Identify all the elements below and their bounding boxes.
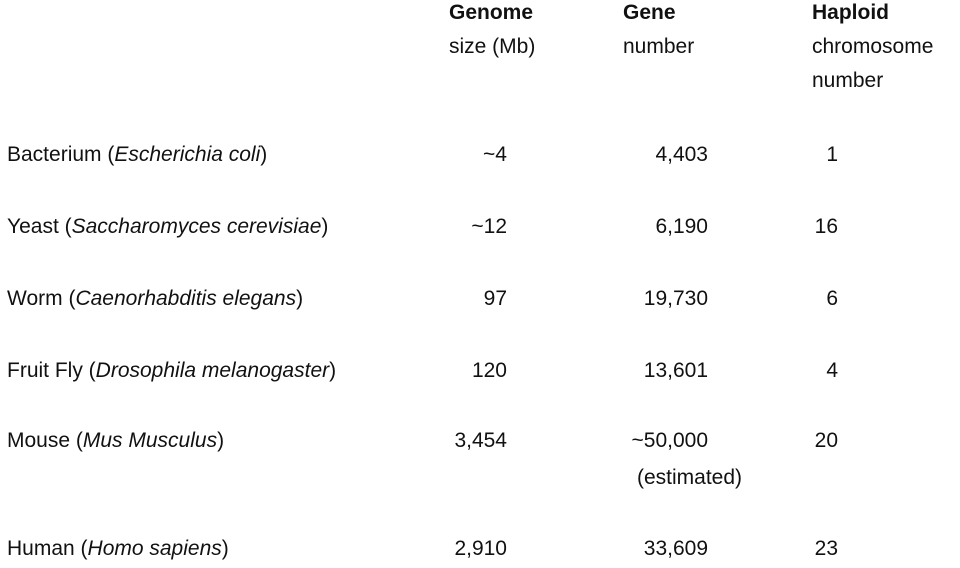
table-row <box>0 210 960 244</box>
organism-common: Mouse <box>7 429 71 452</box>
gene-number-cell: 13,601 <box>643 359 708 382</box>
gene-number-cell: 19,730 <box>643 287 708 310</box>
genome-size-cell: 97 <box>483 287 507 310</box>
header-haploid-line2: chromosome <box>812 35 934 58</box>
header-genome-size-line2: size (Mb) <box>449 35 536 58</box>
organism-common: Fruit Fly <box>7 359 83 382</box>
header-haploid-line3: number <box>812 69 884 92</box>
gene-number-cell: ~50,000 <box>631 429 708 452</box>
header-gene-number-line2: number <box>623 35 695 58</box>
genome-size-cell: ~4 <box>483 143 507 166</box>
organism-common: Human <box>7 537 75 560</box>
genome-size-cell: 3,454 <box>454 429 507 452</box>
chromosome-number-cell: 23 <box>814 537 838 560</box>
chromosome-number-cell: 6 <box>826 287 838 310</box>
gene-number-cell: 33,609 <box>643 537 708 560</box>
organism-name: Yeast (Saccharomyces cerevisiae) <box>7 215 329 238</box>
organism-name: Mouse (Mus Musculus) <box>7 429 225 452</box>
organism-common: Bacterium <box>7 143 102 166</box>
organism-name: Worm (Caenorhabditis elegans) <box>7 287 304 310</box>
table-row <box>0 138 960 172</box>
table-row <box>0 282 960 316</box>
genome-size-cell: 120 <box>471 359 507 382</box>
header-haploid-line1: Haploid <box>812 1 889 24</box>
organism-name: Human (Homo sapiens) <box>7 537 229 560</box>
table-row <box>0 354 960 388</box>
organism-scientific: Mus Musculus <box>82 429 218 452</box>
organism-scientific: Escherichia coli <box>114 143 261 166</box>
gene-number-cell: 4,403 <box>655 143 708 166</box>
organism-name: Bacterium (Escherichia coli) <box>7 143 268 166</box>
organism-name: Fruit Fly (Drosophila melanogaster) <box>7 359 337 382</box>
chromosome-number-cell: 20 <box>814 429 838 452</box>
header-gene-number-line1: Gene <box>623 1 676 24</box>
header-genome-size-line1: Genome <box>449 1 534 24</box>
organism-scientific: Saccharomyces cerevisiae <box>71 215 322 238</box>
table-row <box>0 424 960 458</box>
organism-scientific: Caenorhabditis elegans <box>75 287 297 310</box>
chromosome-number-cell: 1 <box>826 143 838 166</box>
chromosome-number-cell: 16 <box>814 215 838 238</box>
gene-number-note: (estimated) <box>637 466 743 489</box>
chromosome-number-cell: 4 <box>826 359 838 382</box>
genome-size-cell: ~12 <box>471 215 507 238</box>
organism-common: Yeast <box>7 215 59 238</box>
organism-scientific: Drosophila melanogaster <box>95 359 330 382</box>
header-genome-size <box>449 0 535 64</box>
table-row <box>0 532 960 566</box>
organism-common: Worm <box>7 287 63 310</box>
genome-size-cell: 2,910 <box>454 537 507 560</box>
header-haploid-chromosome-number <box>812 0 933 98</box>
gene-number-cell: 6,190 <box>655 215 708 238</box>
header-gene-number <box>623 0 694 64</box>
organism-scientific: Homo sapiens <box>87 537 222 560</box>
